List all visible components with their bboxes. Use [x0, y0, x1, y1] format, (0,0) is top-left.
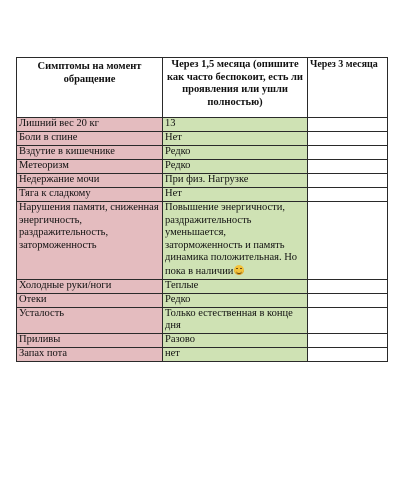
after-1-5-cell[interactable]: Теплые	[163, 279, 308, 293]
after-1-5-cell[interactable]: Нет	[163, 188, 308, 202]
table-row	[17, 202, 388, 280]
after-1-5-cell[interactable]: При физ. Нагрузке	[163, 174, 308, 188]
after-1-5-cell[interactable]: Редко	[163, 146, 308, 160]
after-3-cell[interactable]	[308, 132, 388, 146]
after-3-cell[interactable]	[308, 160, 388, 174]
after-1-5-cell[interactable]: Только естественная в конце дня	[163, 307, 308, 333]
symptom-cell[interactable]: Приливы	[17, 333, 163, 347]
symptom-cell[interactable]: Боли в спине	[17, 132, 163, 146]
table-row	[17, 279, 388, 293]
symptom-cell[interactable]: Лишний вес 20 кг	[17, 118, 163, 132]
after-1-5-cell[interactable]: нет	[163, 347, 308, 361]
symptom-cell[interactable]: Недержание мочи	[17, 174, 163, 188]
after-1-5-cell[interactable]: Редко	[163, 293, 308, 307]
after-3-cell[interactable]	[308, 347, 388, 361]
table-row	[17, 188, 388, 202]
table-row	[17, 132, 388, 146]
symptom-cell[interactable]: Холодные руки/ноги	[17, 279, 163, 293]
table-row	[17, 174, 388, 188]
table-row	[17, 146, 388, 160]
after-1-5-cell[interactable]: 13	[163, 118, 308, 132]
after-1-5-cell[interactable]: Редко	[163, 160, 308, 174]
symptom-cell[interactable]: Отеки	[17, 293, 163, 307]
symptom-cell[interactable]: Усталость	[17, 307, 163, 333]
symptom-cell[interactable]: Метеоризм	[17, 160, 163, 174]
smiling-face-icon	[234, 265, 244, 275]
after-3-cell[interactable]	[308, 118, 388, 132]
symptom-cell[interactable]: Нарушения памяти, сниженная энергичность, раздражительность, заторможенность	[17, 202, 163, 280]
after-3-cell[interactable]	[308, 333, 388, 347]
after-3-cell[interactable]	[308, 188, 388, 202]
after-1-5-text: Повышение энергичности, раздражительность уменьшается, заторможенность и память динамика положительная. Но пока в наличии	[165, 202, 298, 277]
table-row	[17, 347, 388, 361]
table-row	[17, 333, 388, 347]
table-row	[17, 118, 388, 132]
after-1-5-cell[interactable]: Разово	[163, 333, 308, 347]
after-3-cell[interactable]	[308, 146, 388, 160]
after-3-cell[interactable]	[308, 202, 388, 280]
after-1-5-cell[interactable]: Нет	[163, 132, 308, 146]
after-3-cell[interactable]	[308, 279, 388, 293]
header-symptoms: Симптомы на момент обращение	[17, 58, 163, 118]
after-3-cell[interactable]	[308, 293, 388, 307]
after-3-cell[interactable]	[308, 307, 388, 333]
header-after-1-5-months: Через 1,5 месяца (опишите как часто беспокоит, есть ли проявления или ушли полностью)	[163, 58, 308, 118]
symptom-cell[interactable]: Тяга к сладкому	[17, 188, 163, 202]
symptom-cell[interactable]: Вздутие в кишечнике	[17, 146, 163, 160]
after-1-5-cell[interactable]	[163, 202, 308, 280]
table-row	[17, 293, 388, 307]
symptom-cell[interactable]: Запах пота	[17, 347, 163, 361]
symptoms-table	[16, 57, 388, 362]
table-header-row	[17, 58, 388, 118]
table-row	[17, 160, 388, 174]
symptom-tracking-sheet	[16, 57, 387, 362]
header-after-3-months: Через 3 месяца	[308, 58, 388, 118]
after-3-cell[interactable]	[308, 174, 388, 188]
table-row	[17, 307, 388, 333]
